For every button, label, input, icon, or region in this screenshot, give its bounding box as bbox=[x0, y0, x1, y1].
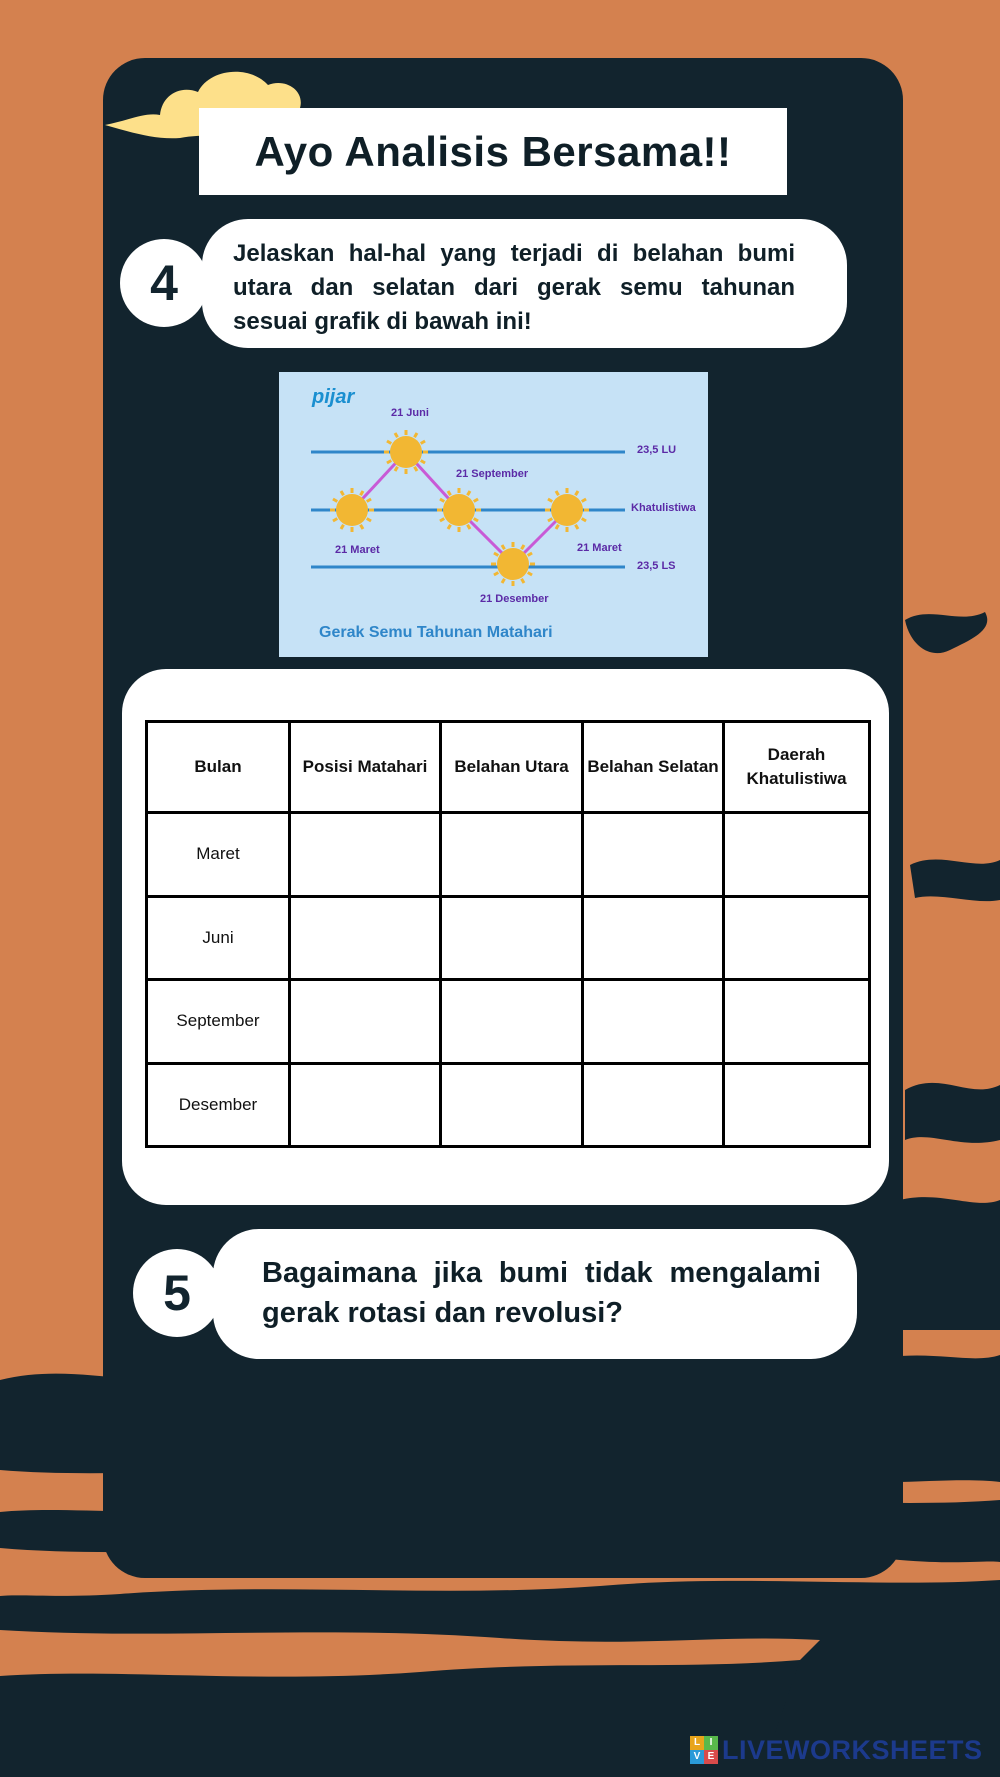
answer-table-card bbox=[122, 669, 889, 1205]
answer-cell[interactable] bbox=[290, 813, 441, 897]
label-khatulistiwa: Khatulistiwa bbox=[631, 502, 696, 514]
answer-cell[interactable] bbox=[583, 896, 724, 980]
header-daerah-khatulistiwa: Daerah Khatulistiwa bbox=[724, 722, 870, 813]
month-cell: Maret bbox=[147, 813, 290, 897]
brand-logo: pijar bbox=[312, 386, 355, 408]
header-belahan-selatan: Belahan Selatan bbox=[583, 722, 724, 813]
question-5-text: Bagaimana jika bumi tidak mengalami gerak rotasi dan revolusi? bbox=[213, 1229, 857, 1359]
answer-cell[interactable] bbox=[441, 896, 583, 980]
sun-motion-diagram bbox=[279, 372, 708, 657]
answer-cell[interactable] bbox=[290, 980, 441, 1064]
label-21-september: 21 September bbox=[456, 468, 529, 480]
header-belahan-utara: Belahan Utara bbox=[441, 722, 583, 813]
table-row bbox=[147, 896, 870, 980]
liveworksheets-watermark bbox=[690, 1733, 983, 1767]
watermark-text: LIVEWORKSHEETS bbox=[722, 1734, 983, 1765]
figure-caption: Gerak Semu Tahunan Matahari bbox=[319, 624, 553, 641]
answer-cell[interactable] bbox=[724, 813, 870, 897]
question-4-text: Jelaskan hal-hal yang terjadi di belahan bumi utara dan selatan dari gerak semu tahunan sesuai grafik di bawah ini! bbox=[202, 219, 847, 348]
month-cell: Juni bbox=[147, 896, 290, 980]
header-bulan: Bulan bbox=[147, 722, 290, 813]
page-title: Ayo Analisis Bersama!! bbox=[254, 127, 732, 175]
answer-cell[interactable] bbox=[583, 980, 724, 1064]
table-row bbox=[147, 1063, 870, 1147]
sun-motion-figure bbox=[279, 372, 708, 657]
liveworksheets-logo-icon: L I V E bbox=[690, 1736, 718, 1764]
answer-cell[interactable] bbox=[441, 980, 583, 1064]
label-21-maret-right: 21 Maret bbox=[577, 542, 622, 554]
header-posisi-matahari: Posisi Matahari bbox=[290, 722, 441, 813]
answer-cell[interactable] bbox=[724, 980, 870, 1064]
label-21-maret-left: 21 Maret bbox=[335, 544, 380, 556]
month-cell: September bbox=[147, 980, 290, 1064]
question-number-5: 5 bbox=[133, 1249, 221, 1337]
label-21-juni: 21 Juni bbox=[391, 407, 429, 419]
title-banner bbox=[199, 108, 787, 195]
label-23-5-ls: 23,5 LS bbox=[637, 560, 676, 572]
answer-cell[interactable] bbox=[441, 813, 583, 897]
table-row bbox=[147, 813, 870, 897]
answer-cell[interactable] bbox=[583, 813, 724, 897]
label-21-desember: 21 Desember bbox=[480, 593, 549, 605]
table-row bbox=[147, 980, 870, 1064]
answer-table bbox=[145, 720, 871, 1148]
table-header-row bbox=[147, 722, 870, 813]
answer-cell[interactable] bbox=[724, 896, 870, 980]
question-number-4: 4 bbox=[120, 239, 208, 327]
label-23-5-lu: 23,5 LU bbox=[637, 444, 677, 456]
answer-cell[interactable] bbox=[290, 1063, 441, 1147]
answer-cell[interactable] bbox=[583, 1063, 724, 1147]
answer-cell[interactable] bbox=[724, 1063, 870, 1147]
answer-cell[interactable] bbox=[441, 1063, 583, 1147]
month-cell: Desember bbox=[147, 1063, 290, 1147]
answer-cell[interactable] bbox=[290, 896, 441, 980]
